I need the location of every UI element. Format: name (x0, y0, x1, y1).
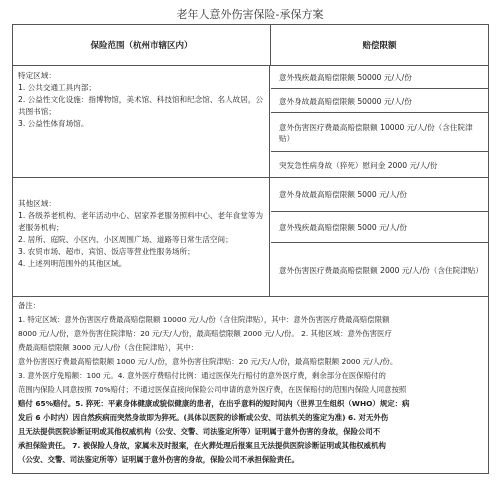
special-area-item: 1. 公共交通工具内部； (18, 83, 97, 92)
notes-line: 承担保险责任。 7. 被保险人身故，家属未及时报案，在火葬处理后报案且无法提供医院诊断证明或其他权威机构 (18, 441, 386, 450)
notes-section (13, 297, 488, 475)
limit-cell: 突发急性病身故（猝死）慰问金 2000 元/人/份 (279, 160, 438, 170)
limit-cell: 意外伤害医疗费最高赔偿限额 10000 元/人/份（含住院津贴） (271, 114, 488, 152)
notes-line: 费最高赔偿限额 3000 元/人/份（含住院津贴），其中： (18, 343, 198, 352)
special-area-row (13, 66, 488, 178)
coverage-scope-header: 保险范围（杭州市辖区内） (13, 25, 271, 65)
other-area-scope (13, 178, 270, 296)
notes-line: 8000 元/人/份，意外伤害住院津贴：20 元/天/人/份，最高赔偿限额 2000 元/人/份。 2. 其他区域：意外伤害医疗 (18, 329, 392, 338)
other-area-item: 2. 居所、庭院、小区内、小区周围广场、道路等日常生活空间； (18, 235, 233, 244)
notes-line: 赔付 65%赔付。5. 猝死：平素身体健康或貌似健康的患者，在出乎意料的短时间内（世界卫生组织（WHO）规定：病 (18, 399, 410, 408)
limit-cell: 意外伤害医疗费最高赔偿限额 2000 元/人/份（含住院津贴） (279, 265, 483, 275)
notes-line: 意外伤害医疗费最高赔偿限额 1000 元/人/份，意外伤害住院津贴：20 元/天/人/份，最高赔偿限额 2000 元/人/份。 (18, 357, 398, 366)
notes-label: 备注： (18, 301, 41, 310)
notes-line: 范围内保险人同意按照 70%赔付；不通过医保直接向保险公司申请的意外医疗费，在医保赔付的范围内保险人同意按照 (18, 385, 407, 394)
other-area-item: 4. 上述列明范围外的其他区域。 (18, 259, 127, 268)
notes-line: 且无法提供医院诊断证明或其他权威机构（公安、交警、司法鉴定所等）证明属于意外伤害的身故，保险公司不 (18, 427, 381, 436)
limit-cell: 意外身故最高赔偿限额 5000 元/人/份 (271, 178, 488, 212)
compensation-limit-header: 赔偿限额 (362, 41, 397, 51)
other-area-item: 3. 农贸市场、超市、宾馆、饭店等营业性服务场所； (18, 247, 195, 256)
special-area-item: 2. 公益性文化设施：指博物馆，美术馆、科技馆和纪念馆、名人故居，公共图书馆； (18, 95, 264, 116)
notes-line: 3. 意外医疗免赔额：100 元。4. 意外医疗费赔付比例：通过医保先行赔付的意外医疗费，剩余部分在医保赔付的 (18, 371, 386, 380)
notes-line: （公安、交警、司法鉴定所等）证明属于意外伤害的身故，保险公司不承担保险责任。 (18, 455, 299, 464)
coverage-table (12, 24, 489, 474)
other-area-item: 1. 各级养老机构、老年活动中心、居家养老服务照料中心、老年食堂等为老服务机构； (18, 211, 264, 232)
limit-cell: 意外残疾最高赔偿限额 5000 元/人/份 (271, 213, 488, 243)
limit-cell: 意外残疾最高赔偿限额 50000 元/人/份 (271, 66, 488, 89)
notes-line: 1. 特定区域：意外伤害医疗费最高赔偿限额 10000 元/人/份（含住院津贴），其中：意外伤害医疗费最高赔偿限额 (18, 315, 390, 324)
other-area-limits (271, 178, 488, 296)
table-header (13, 25, 488, 66)
other-area-label: 其他区域： (18, 199, 56, 208)
special-area-item: 3. 公益性体育场馆。 (18, 119, 89, 128)
limit-cell: 意外身故最高赔偿限额 50000 元/人/份 (271, 90, 488, 113)
special-area-label: 特定区域： (18, 71, 56, 80)
page-title: 老年人意外伤害保险-承保方案 (176, 8, 324, 21)
notes-line: 发后 6 小时内）因自然疾病而突然身故即为猝死。(具体以医院的诊断或公安、司法机关的鉴定为准) 6. 对无外伤 (18, 413, 389, 422)
special-area-scope (13, 66, 270, 177)
other-area-row (13, 178, 488, 297)
special-area-limits (271, 66, 488, 177)
